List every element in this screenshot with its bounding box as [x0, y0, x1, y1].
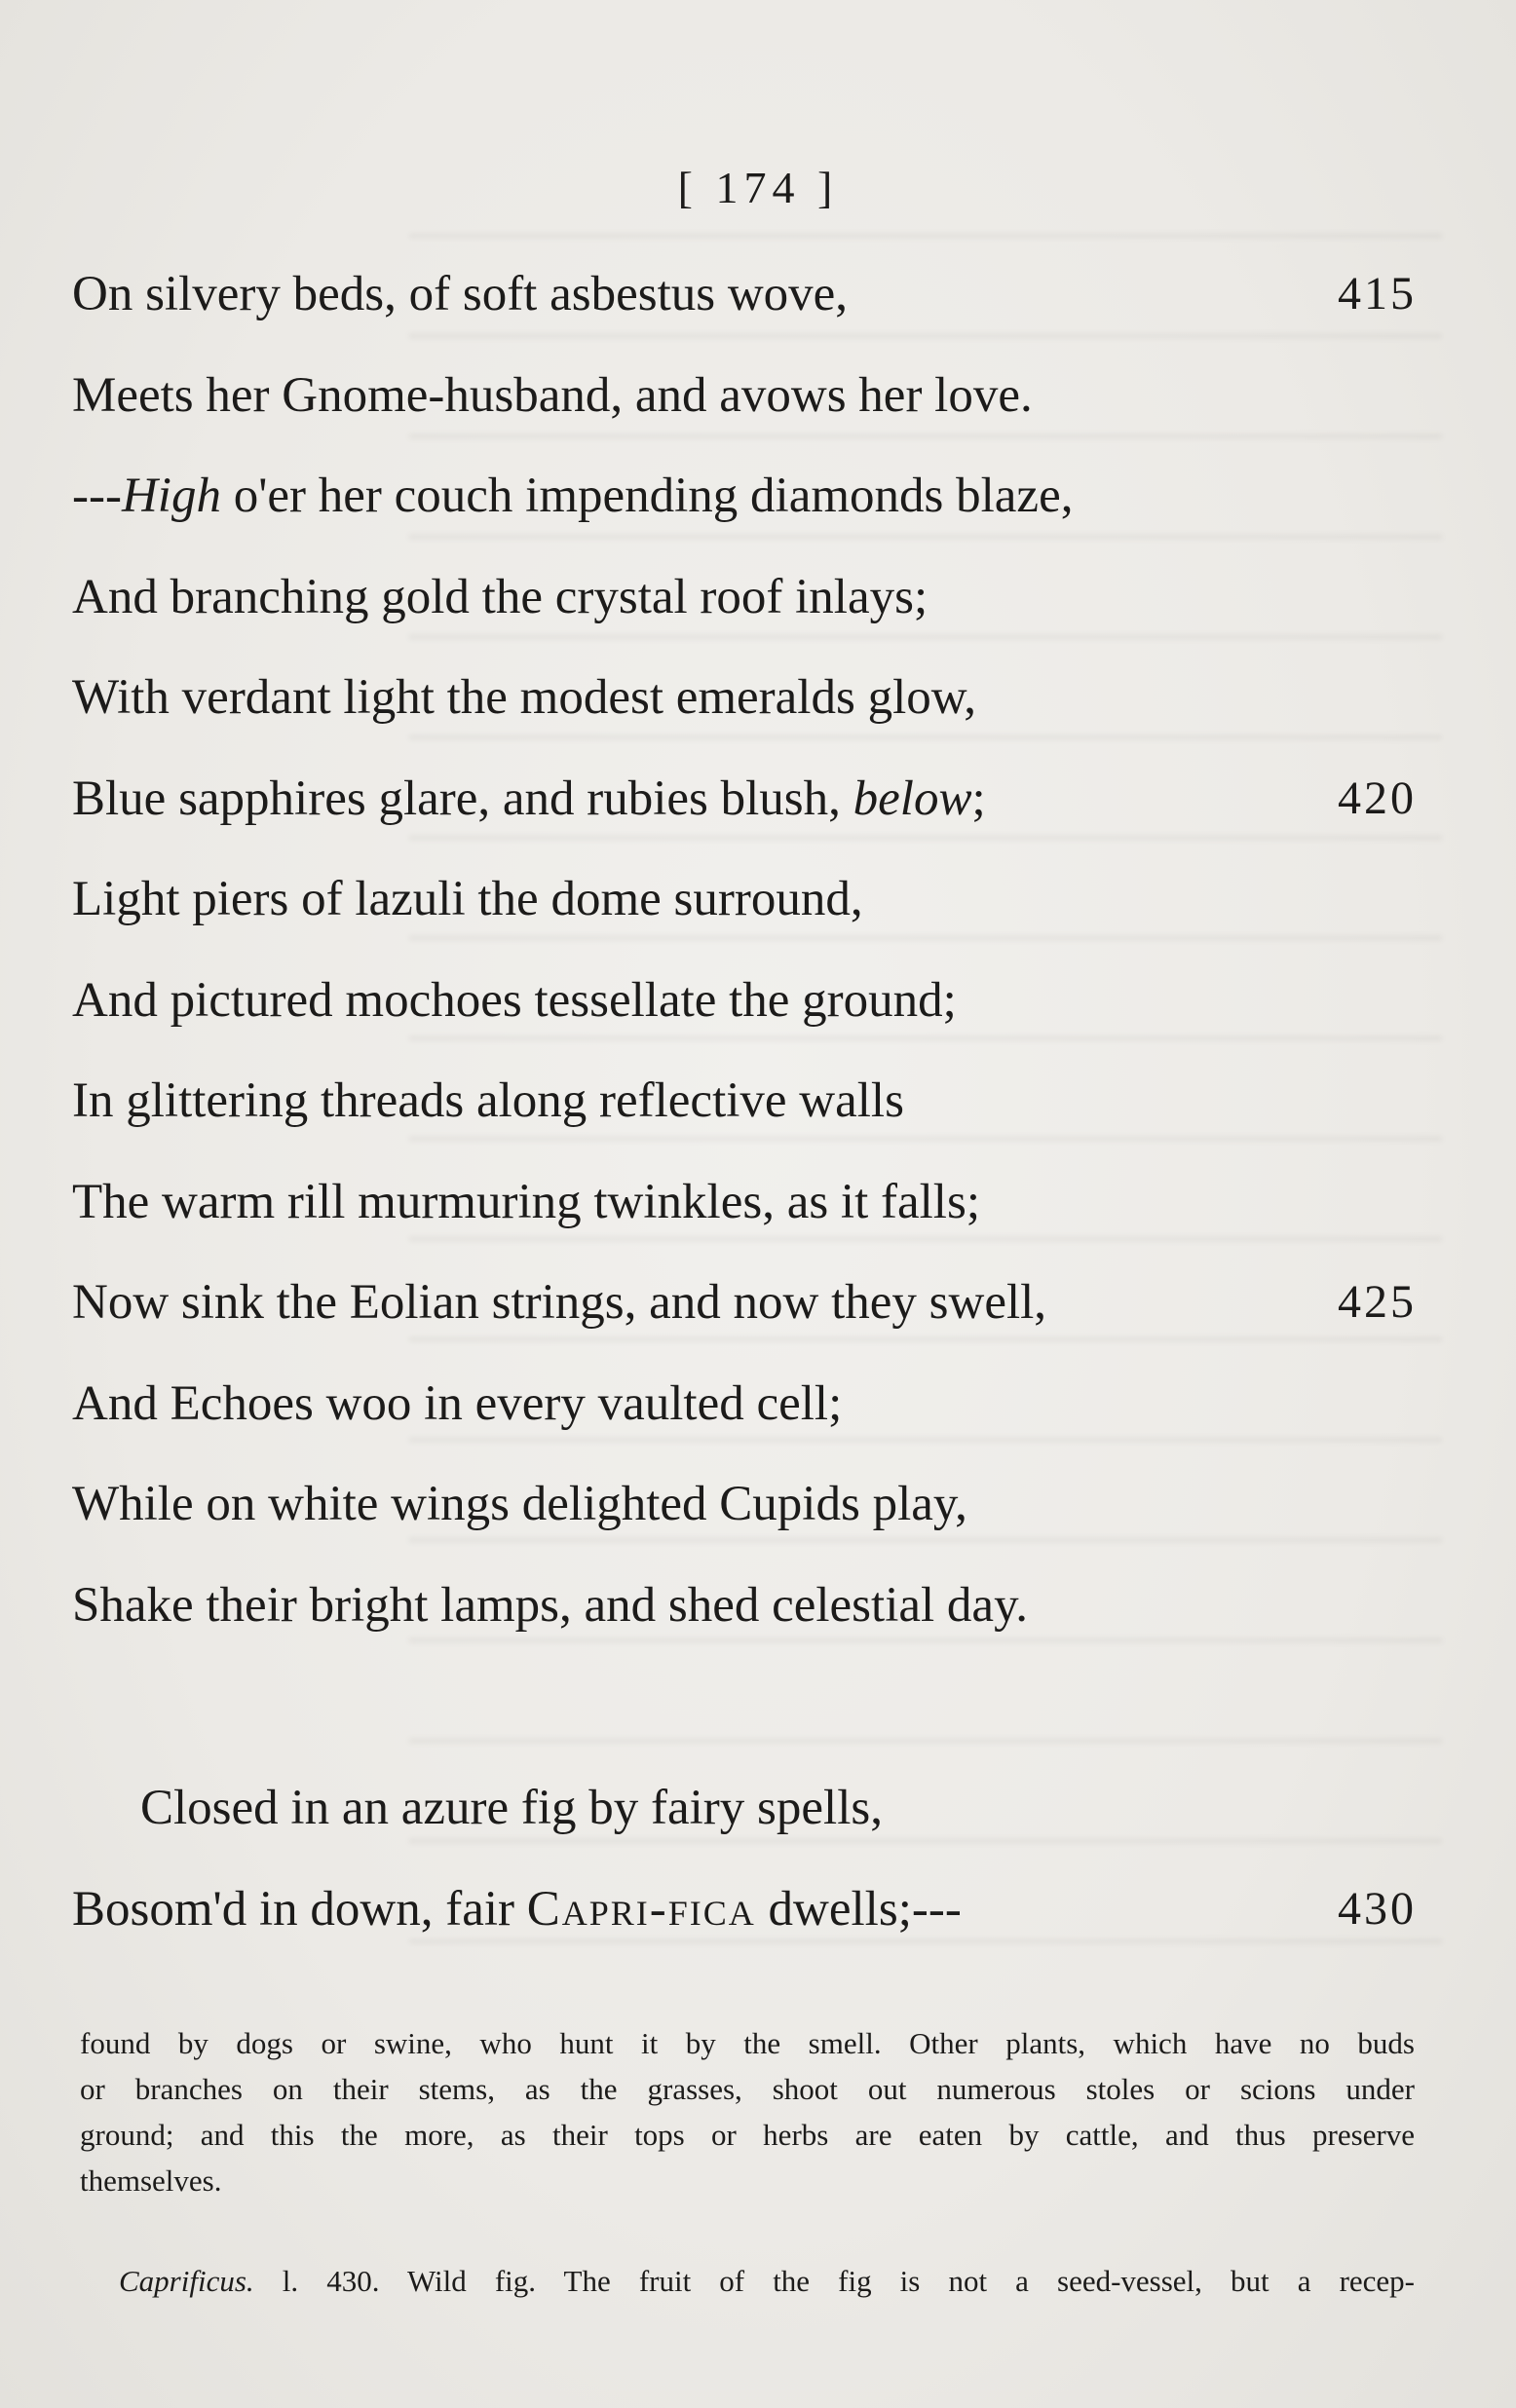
verse-line: [72, 1072, 1417, 1130]
footnote-caprificus: Caprificus. l. 430. Wild fig. The fruit of the fig is not a seed-vessel, but a recep-: [119, 2264, 1415, 2298]
verse-text: While on white wings delighted Cupids play,: [72, 1477, 967, 1531]
verse-line: [72, 1779, 1417, 1837]
verse-line: [72, 1273, 1417, 1332]
footnote-line: themselves.: [80, 2163, 222, 2198]
verse-line: [72, 971, 1417, 1030]
footnote-line: or branches on their stems, as the grasses, shoot out numerous stoles or scions under: [80, 2072, 1415, 2106]
verse-text: Now sink the Eolian strings, and now they swell,: [72, 1275, 1047, 1330]
verse-line: [72, 568, 1417, 626]
verse-text: Shake their bright lamps, and shed celestial day.: [72, 1577, 1029, 1633]
verse-line: [72, 668, 1417, 727]
verse-text: In glittering threads along reflective walls: [72, 1073, 904, 1128]
verse-text: With verdant light the modest emeralds glow,: [72, 670, 977, 725]
verse-line: [72, 1173, 1417, 1231]
line-number: 430: [1338, 1883, 1417, 1935]
verse-text: Light piers of lazuli the dome surround,: [72, 872, 863, 926]
verse-line: [72, 467, 1417, 525]
verse-line: [72, 1374, 1417, 1433]
verse-text: Closed in an azure fig by fairy spells,: [140, 1781, 883, 1835]
footnote-line: found by dogs or swine, who hunt it by the smell. Other plants, which have no buds: [80, 2026, 1415, 2060]
line-number: 415: [1338, 268, 1417, 320]
verse-line: [72, 770, 1417, 828]
verse-text: Blue sapphires glare, and rubies blush, below;: [72, 771, 986, 826]
verse-line: [72, 870, 1417, 928]
verse-line: [72, 1576, 1417, 1635]
page-number: [ 174 ]: [677, 163, 839, 212]
verse-text: On silvery beds, of soft asbestus wove,: [72, 267, 849, 321]
verse-text: The warm rill murmuring twinkles, as it falls;: [72, 1174, 980, 1229]
verse-text: Bosom'd in down, fair Capri-fica dwells;---: [72, 1882, 962, 1937]
verse-line: [72, 1880, 1417, 1938]
footnote-line: ground; and this the more, as their tops or herbs are eaten by cattle, and thus preserve: [80, 2118, 1415, 2152]
verse-text: And Echoes woo in every vaulted cell;: [72, 1375, 843, 1431]
verse-text: Meets her Gnome-husband, and avows her love.: [72, 367, 1033, 423]
verse-line: [72, 265, 1417, 323]
verse-line: [72, 366, 1417, 425]
verse-text: And branching gold the crystal roof inlays;: [72, 569, 929, 624]
verse-text: ---High o'er her couch impending diamonds blaze,: [72, 469, 1074, 523]
line-number: 425: [1338, 1276, 1417, 1328]
verse-text: And pictured mochoes tessellate the ground;: [72, 972, 957, 1028]
verse-line: [72, 1475, 1417, 1533]
line-number: 420: [1338, 771, 1417, 824]
